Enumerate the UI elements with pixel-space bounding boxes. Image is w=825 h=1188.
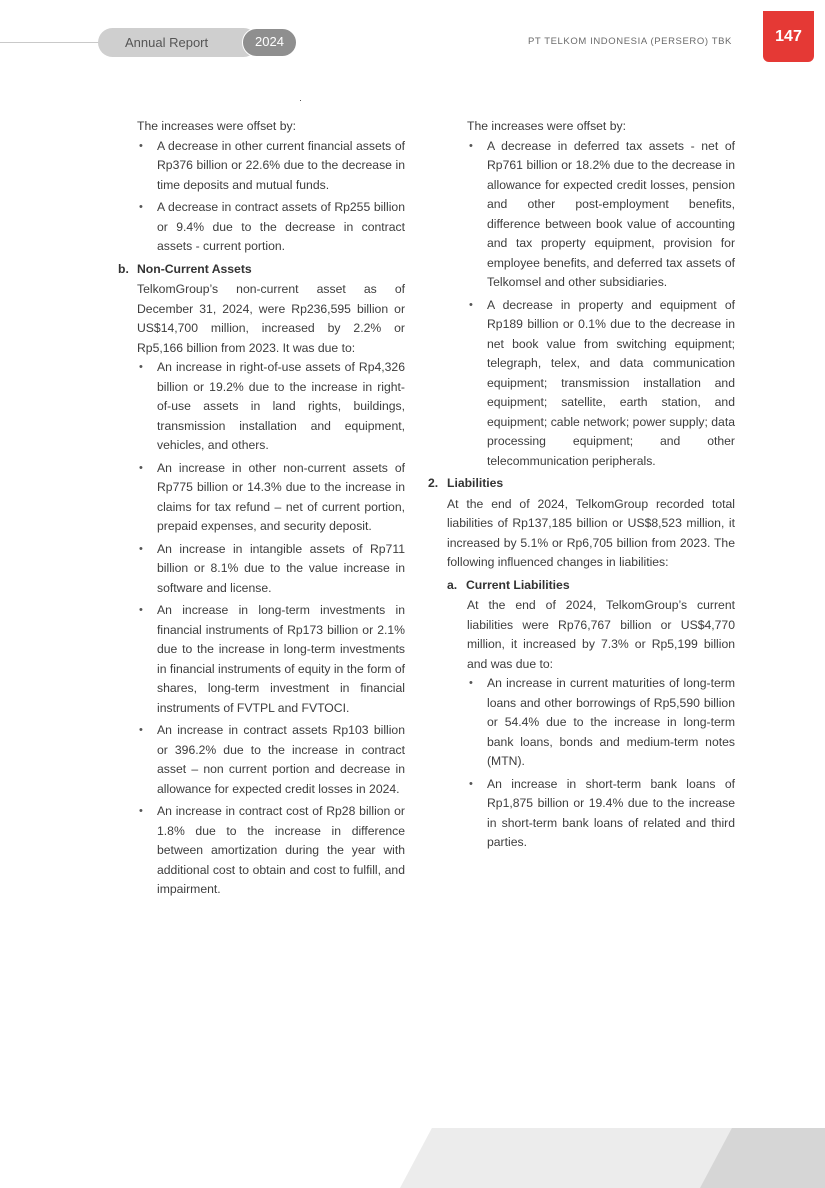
list-item: • An increase in intangible assets of Rp711 billion or 8.1% due to the value increase in software and license.: [139, 541, 405, 595]
offset-intro-left: The increases were offset by:: [137, 119, 296, 133]
current-liabilities-list: [428, 674, 735, 853]
section-heading-non-current-assets: b. Non-Current Assets: [118, 261, 252, 276]
bullet-icon: •: [139, 201, 143, 213]
list-item: • An increase in other non-current assets of Rp775 billion or 14.3% due to the increase in claims for tax refund – net of current portion, prepaid expenses, and security deposit.: [139, 460, 405, 533]
list-item: • A decrease in other current financial assets of Rp376 billion or 22.6% due to the decrease in time deposits and mutual funds.: [139, 138, 405, 192]
bullet-icon: •: [139, 542, 143, 555]
company-name: PT TELKOM INDONESIA (PERSERO) TBK: [527, 36, 732, 47]
offset-list-right: [428, 137, 735, 472]
list-item: • A decrease in deferred tax assets - net of Rp761 billion or 18.2% due to the decrease in allowance for expected credit losses, pension and other post-employment benefits, difference between book value of accounting and tax property equipment, provision for employee benefits, and deferred tax assets of Telkomsel and other subsidiaries.: [469, 138, 735, 289]
right-column: [428, 117, 735, 856]
current-liabilities-intro: At the end of 2024, TelkomGroup’s current liabilities were Rp76,767 billion or US$4,770 million, it increased by 7.3% or Rp5,199 billion and was due to:: [467, 598, 735, 671]
page-number-badge: 147: [763, 11, 814, 62]
list-item: • An increase in contract assets Rp103 billion or 396.2% due to the increase in contract asset – non current portion and decrease in allowance for expected credit losses in 2024.: [139, 723, 405, 796]
bullet-icon: •: [469, 677, 473, 689]
stray-dot: [300, 100, 301, 101]
list-item: • An increase in short-term bank loans of Rp1,875 billion or 19.4% due to the increase in short-term bank loans of related and third parties.: [469, 776, 735, 849]
header-rule: [0, 42, 110, 43]
bullet-icon: •: [139, 604, 143, 616]
bullet-icon: •: [139, 805, 143, 817]
bullet-icon: •: [469, 298, 473, 311]
bullet-icon: •: [139, 139, 143, 152]
report-label-pill: Annual Report: [98, 28, 258, 57]
liabilities-intro: At the end of 2024, TelkomGroup recorded total liabilities of Rp137,185 billion or US$8,523 million, it increased by 5.1% or Rp6,705 billion from 2023. The following influenced changes in liabilities:: [447, 496, 735, 569]
report-year-pill: 2024: [242, 28, 297, 57]
left-column: [118, 117, 405, 903]
bullet-icon: •: [139, 724, 143, 736]
bullet-icon: •: [469, 139, 473, 152]
offset-list-left: [118, 137, 405, 257]
section-heading-liabilities: 2. Liabilities: [428, 476, 504, 490]
list-item: • A decrease in contract assets of Rp255 billion or 9.4% due to the decrease in contract assets - current portion.: [139, 200, 405, 253]
bullet-icon: •: [139, 361, 143, 373]
list-item: • An increase in right-of-use assets of Rp4,326 billion or 19.2% due to the increase in right-of-use assets in land rights, buildings, transmission installation and equipment, vehicles, and others.: [139, 360, 405, 452]
list-item: • An increase in contract cost of Rp28 billion or 1.8% due to the increase in difference between amortization during the year with additional cost to obtain and cost to fulfill, and impairment.: [139, 804, 405, 896]
offset-intro-right: The increases were offset by:: [467, 119, 626, 133]
list-item: • An increase in current maturities of long-term loans and other borrowings of Rp5,590 billion or 54.4% due to the increase in long-term bank loans, bonds and medium-term notes (MTN).: [469, 676, 735, 768]
list-item: • A decrease in property and equipment of Rp189 billion or 0.1% due to the decrease in net book value from switching equipment; telegraph, telex, and data communication equipment; transmission installation and equipment; satellite, earth station, and equipment; cable network; power supply; data processing equipment; and other telecommunication peripherals.: [469, 297, 735, 468]
non-current-assets-intro: TelkomGroup’s non-current asset as of December 31, 2024, were Rp236,595 billion or US$14,700 million, increased by 2.2% or Rp5,166 billion from 2023. It was due to:: [137, 282, 405, 355]
bullet-icon: •: [469, 777, 473, 790]
non-current-assets-list: [118, 358, 405, 900]
section-heading-current-liabilities: a. Current Liabilities: [447, 577, 570, 592]
list-item: • An increase in long-term investments in financial instruments of Rp173 billion or 2.1% due to the increase in long-term investments in financial instruments of equity in the form of shares, long-term investment in financial instruments of FVTPL and FVTOCI.: [139, 603, 405, 715]
bullet-icon: •: [139, 461, 143, 474]
